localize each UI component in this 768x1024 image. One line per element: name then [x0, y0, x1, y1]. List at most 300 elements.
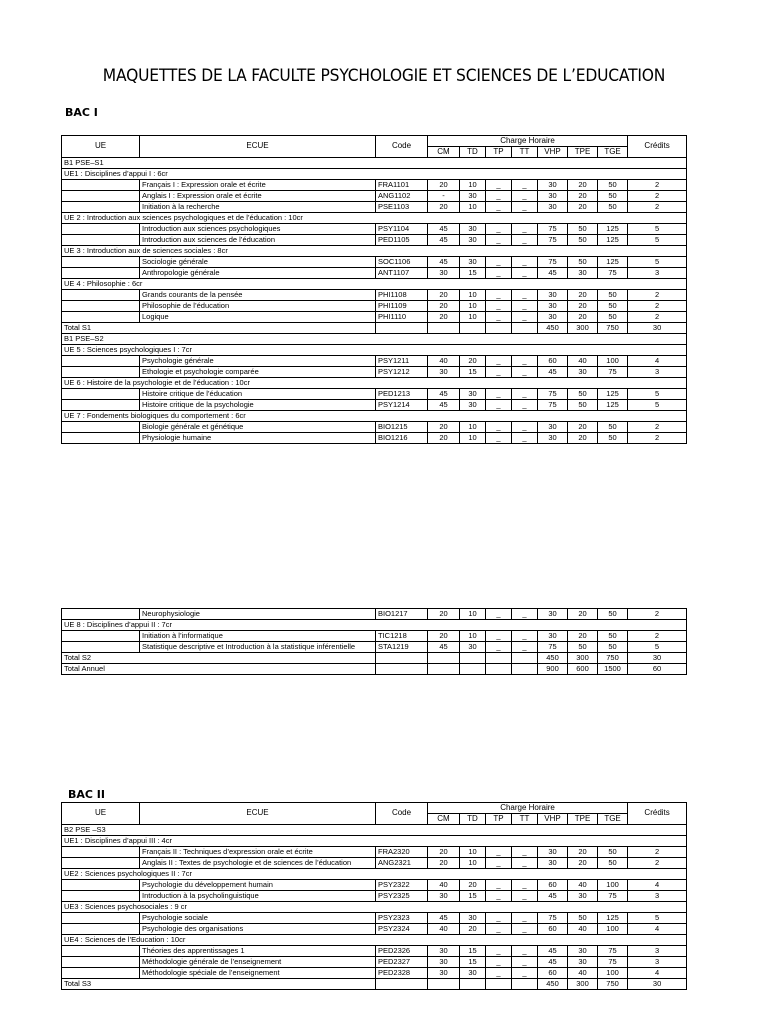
ecue-name: Français I : Expression orale et écrite — [140, 180, 376, 191]
ue-indent-cell — [62, 389, 140, 400]
hours-value: 30 — [538, 312, 568, 323]
hours-value: 5 — [628, 389, 687, 400]
hours-value: 10 — [460, 631, 486, 642]
ue-label: UE 2 : Introduction aux sciences psychologiques et de l’éducation : 10cr — [62, 213, 687, 224]
hours-value: 50 — [598, 180, 628, 191]
course-row — [62, 400, 687, 411]
ue-row — [62, 411, 687, 422]
hours-value: 20 — [568, 191, 598, 202]
hours-value: 30 — [428, 968, 460, 979]
ue-indent-cell — [62, 202, 140, 213]
ue-indent-cell — [62, 422, 140, 433]
table-header-row — [62, 136, 687, 147]
hours-value: 100 — [598, 356, 628, 367]
hours-value: _ — [512, 858, 538, 869]
course-code: PED2328 — [376, 968, 428, 979]
hours-value: 30 — [568, 367, 598, 378]
header-ecue: ECUE — [140, 803, 376, 825]
ecue-name: Introduction à la psycholinguistique — [140, 891, 376, 902]
course-code: STA1219 — [376, 642, 428, 653]
hours-value: 50 — [598, 191, 628, 202]
ue-indent-cell — [62, 891, 140, 902]
empty-cell — [460, 664, 486, 675]
hours-value: _ — [512, 609, 538, 620]
hours-value: 60 — [538, 880, 568, 891]
hours-value: 100 — [598, 968, 628, 979]
hours-value: 20 — [428, 858, 460, 869]
course-code: ANG2321 — [376, 858, 428, 869]
total-value: 450 — [538, 979, 568, 990]
ue-indent-cell — [62, 609, 140, 620]
hours-value: 20 — [568, 180, 598, 191]
header-code: Code — [376, 803, 428, 825]
hours-value: 50 — [568, 642, 598, 653]
hours-value: 10 — [460, 433, 486, 444]
hours-value: 50 — [568, 389, 598, 400]
hours-value: 45 — [538, 957, 568, 968]
hours-value: _ — [486, 191, 512, 202]
hours-value: 10 — [460, 609, 486, 620]
ecue-name: Introduction aux sciences de l’éducation — [140, 235, 376, 246]
course-row — [62, 433, 687, 444]
hours-value: 45 — [428, 389, 460, 400]
hours-value: 45 — [428, 913, 460, 924]
empty-cell — [460, 323, 486, 334]
hours-value: 20 — [568, 290, 598, 301]
hours-value: 125 — [598, 235, 628, 246]
header-credits: Crédits — [628, 136, 687, 158]
hours-value: 75 — [538, 257, 568, 268]
ecue-name: Français II : Techniques d’expression orale et écrite — [140, 847, 376, 858]
hours-value: 2 — [628, 180, 687, 191]
hours-value: 3 — [628, 891, 687, 902]
hours-value: 2 — [628, 631, 687, 642]
hours-value: 50 — [598, 312, 628, 323]
hours-value: _ — [512, 913, 538, 924]
hours-value: 30 — [428, 891, 460, 902]
ue-indent-cell — [62, 312, 140, 323]
course-row — [62, 312, 687, 323]
ue-indent-cell — [62, 180, 140, 191]
course-row — [62, 968, 687, 979]
hours-value: _ — [486, 367, 512, 378]
total-value: 60 — [628, 664, 687, 675]
hours-value: 2 — [628, 290, 687, 301]
empty-cell — [512, 979, 538, 990]
course-row — [62, 367, 687, 378]
page-title: MAQUETTES DE LA FACULTE PSYCHOLOGIE ET SCIENCES DE L’EDUCATION — [102, 66, 666, 85]
hours-value: 20 — [460, 880, 486, 891]
header-ecue: ECUE — [140, 136, 376, 158]
hours-value: _ — [486, 847, 512, 858]
course-row — [62, 891, 687, 902]
hours-value: _ — [486, 880, 512, 891]
hours-value: 30 — [460, 191, 486, 202]
hours-value: _ — [512, 301, 538, 312]
hours-value: 60 — [538, 924, 568, 935]
empty-cell — [376, 653, 428, 664]
ecue-name: Psychologie du développement humain — [140, 880, 376, 891]
header-tge: TGE — [598, 814, 628, 825]
hours-value: _ — [486, 356, 512, 367]
ecue-name: Anthropologie générale — [140, 268, 376, 279]
total-value: 1500 — [598, 664, 628, 675]
hours-value: 50 — [568, 257, 598, 268]
total-row — [62, 323, 687, 334]
hours-value: 30 — [460, 642, 486, 653]
header-tt: TT — [512, 147, 538, 158]
ue-indent-cell — [62, 290, 140, 301]
ue-row — [62, 935, 687, 946]
hours-value: 2 — [628, 312, 687, 323]
hours-value: _ — [512, 257, 538, 268]
hours-value: _ — [486, 913, 512, 924]
ecue-name: Physiologie humaine — [140, 433, 376, 444]
course-code: BIO1217 — [376, 609, 428, 620]
empty-cell — [376, 664, 428, 675]
hours-value: 3 — [628, 367, 687, 378]
ecue-name: Philosophie de l’éducation — [140, 301, 376, 312]
ue-indent-cell — [62, 257, 140, 268]
hours-value: 75 — [538, 224, 568, 235]
semester-label: B1 PSE–S2 — [62, 334, 687, 345]
hours-value: 45 — [428, 642, 460, 653]
hours-value: _ — [512, 847, 538, 858]
hours-value: _ — [512, 180, 538, 191]
ecue-name: Méthodologie générale de l’enseignement — [140, 957, 376, 968]
ue-label: UE3 : Sciences psychosociales : 9 cr — [62, 902, 687, 913]
hours-value: _ — [512, 202, 538, 213]
empty-cell — [428, 653, 460, 664]
hours-value: 20 — [428, 301, 460, 312]
hours-value: 45 — [428, 235, 460, 246]
empty-cell — [486, 323, 512, 334]
hours-value: _ — [512, 631, 538, 642]
hours-value: 125 — [598, 400, 628, 411]
total-value: 450 — [538, 323, 568, 334]
total-row — [62, 664, 687, 675]
hours-value: 30 — [460, 389, 486, 400]
course-code: PSY2324 — [376, 924, 428, 935]
ecue-name: Initiation à la recherche — [140, 202, 376, 213]
hours-value: 4 — [628, 968, 687, 979]
hours-value: _ — [486, 968, 512, 979]
empty-cell — [512, 664, 538, 675]
hours-value: _ — [512, 946, 538, 957]
hours-value: 45 — [428, 400, 460, 411]
course-row — [62, 642, 687, 653]
total-value: 300 — [568, 979, 598, 990]
course-code: PED1105 — [376, 235, 428, 246]
hours-value: 50 — [568, 224, 598, 235]
course-code: PED2327 — [376, 957, 428, 968]
hours-value: _ — [486, 180, 512, 191]
course-row — [62, 202, 687, 213]
ue-indent-cell — [62, 224, 140, 235]
hours-value: 20 — [568, 301, 598, 312]
ue-indent-cell — [62, 642, 140, 653]
hours-value: 2 — [628, 609, 687, 620]
course-row — [62, 180, 687, 191]
ue-label: UE 6 : Histoire de la psychologie et de l’éducation : 10cr — [62, 378, 687, 389]
hours-value: 45 — [538, 946, 568, 957]
hours-value: 75 — [598, 367, 628, 378]
hours-value: _ — [486, 268, 512, 279]
hours-value: _ — [512, 235, 538, 246]
total-row — [62, 979, 687, 990]
ecue-name: Introduction aux sciences psychologiques — [140, 224, 376, 235]
total-label: Total S2 — [62, 653, 376, 664]
hours-value: 75 — [598, 268, 628, 279]
total-value: 750 — [598, 323, 628, 334]
ue-label: UE 7 : Fondements biologiques du comportement : 6cr — [62, 411, 687, 422]
hours-value: 50 — [568, 235, 598, 246]
hours-value: _ — [486, 924, 512, 935]
header-tp: TP — [486, 147, 512, 158]
ue-label: UE4 : Sciences de l’Education : 10cr — [62, 935, 687, 946]
hours-value: 30 — [460, 968, 486, 979]
hours-value: 30 — [538, 422, 568, 433]
hours-value: 15 — [460, 891, 486, 902]
course-row — [62, 389, 687, 400]
course-code: ANT1107 — [376, 268, 428, 279]
hours-value: 40 — [428, 356, 460, 367]
hours-value: 15 — [460, 268, 486, 279]
hours-value: 20 — [460, 924, 486, 935]
hours-value: 125 — [598, 389, 628, 400]
hours-value: 40 — [428, 880, 460, 891]
hours-value: 45 — [428, 224, 460, 235]
course-row — [62, 268, 687, 279]
hours-value: 2 — [628, 191, 687, 202]
hours-value: 30 — [538, 858, 568, 869]
ue-row — [62, 378, 687, 389]
hours-value: 20 — [428, 433, 460, 444]
course-code: PSY2325 — [376, 891, 428, 902]
hours-value: 20 — [568, 422, 598, 433]
header-charge-horaire: Charge Horaire — [428, 803, 628, 814]
ue-label: UE 8 : Disciplines d’appui II : 7cr — [62, 620, 687, 631]
ecue-name: Sociologie générale — [140, 257, 376, 268]
hours-value: _ — [512, 422, 538, 433]
hours-value: 60 — [538, 968, 568, 979]
ecue-name: Psychologie sociale — [140, 913, 376, 924]
hours-value: _ — [512, 290, 538, 301]
hours-value: 20 — [428, 180, 460, 191]
hours-value: 4 — [628, 924, 687, 935]
ue-row — [62, 246, 687, 257]
hours-value: 20 — [460, 356, 486, 367]
ecue-name: Psychologie générale — [140, 356, 376, 367]
ue-indent-cell — [62, 957, 140, 968]
ue-indent-cell — [62, 968, 140, 979]
course-row — [62, 924, 687, 935]
hours-value: 2 — [628, 847, 687, 858]
course-row — [62, 957, 687, 968]
hours-value: _ — [486, 400, 512, 411]
hours-value: 30 — [568, 891, 598, 902]
hours-value: _ — [512, 389, 538, 400]
hours-value: _ — [512, 880, 538, 891]
hours-value: 20 — [428, 631, 460, 642]
ue-indent-cell — [62, 400, 140, 411]
hours-value: 40 — [568, 356, 598, 367]
ue-indent-cell — [62, 913, 140, 924]
hours-value: _ — [512, 968, 538, 979]
header-ue: UE — [62, 803, 140, 825]
hours-value: 75 — [538, 235, 568, 246]
ue-label: UE2 : Sciences psychologiques II : 7cr — [62, 869, 687, 880]
header-vhp: VHP — [538, 814, 568, 825]
hours-value: 10 — [460, 180, 486, 191]
course-row — [62, 257, 687, 268]
hours-value: _ — [486, 858, 512, 869]
hours-value: 50 — [598, 847, 628, 858]
bac2-table — [61, 802, 687, 990]
ecue-name: Histoire critique de l’éducation — [140, 389, 376, 400]
hours-value: _ — [486, 422, 512, 433]
empty-cell — [486, 664, 512, 675]
total-label: Total S3 — [62, 979, 376, 990]
hours-value: 50 — [598, 858, 628, 869]
hours-value: 15 — [460, 946, 486, 957]
hours-value: 45 — [428, 257, 460, 268]
ue-indent-cell — [62, 301, 140, 312]
hours-value: 40 — [568, 880, 598, 891]
ecue-name: Histoire critique de la psychologie — [140, 400, 376, 411]
hours-value: _ — [512, 924, 538, 935]
hours-value: 15 — [460, 957, 486, 968]
hours-value: 10 — [460, 202, 486, 213]
ecue-name: Statistique descriptive et Introduction à la statistique inférentielle — [140, 642, 376, 653]
hours-value: 50 — [598, 642, 628, 653]
hours-value: _ — [486, 235, 512, 246]
hours-value: 40 — [568, 968, 598, 979]
course-code: PSY2322 — [376, 880, 428, 891]
hours-value: 3 — [628, 946, 687, 957]
hours-value: _ — [486, 891, 512, 902]
header-tpe: TPE — [568, 147, 598, 158]
header-tge: TGE — [598, 147, 628, 158]
ue-indent-cell — [62, 858, 140, 869]
hours-value: _ — [512, 891, 538, 902]
course-code: PED1213 — [376, 389, 428, 400]
hours-value: _ — [512, 224, 538, 235]
hours-value: _ — [486, 257, 512, 268]
hours-value: 5 — [628, 257, 687, 268]
header-vhp: VHP — [538, 147, 568, 158]
hours-value: _ — [512, 268, 538, 279]
hours-value: 5 — [628, 235, 687, 246]
semester-row — [62, 158, 687, 169]
hours-value: 2 — [628, 422, 687, 433]
hours-value: _ — [512, 367, 538, 378]
hours-value: 15 — [460, 367, 486, 378]
hours-value: _ — [486, 224, 512, 235]
empty-cell — [428, 664, 460, 675]
hours-value: 50 — [598, 301, 628, 312]
course-row — [62, 880, 687, 891]
hours-value: 75 — [538, 913, 568, 924]
course-row — [62, 301, 687, 312]
hours-value: 30 — [538, 847, 568, 858]
hours-value: 75 — [538, 389, 568, 400]
hours-value: 50 — [598, 433, 628, 444]
total-row — [62, 653, 687, 664]
course-code: FRA1101 — [376, 180, 428, 191]
ecue-name: Logique — [140, 312, 376, 323]
semester-row — [62, 825, 687, 836]
header-cm: CM — [428, 814, 460, 825]
ecue-name: Ethologie et psychologie comparée — [140, 367, 376, 378]
ue-label: UE 4 : Philosophie : 6cr — [62, 279, 687, 290]
hours-value: _ — [486, 957, 512, 968]
hours-value: _ — [486, 202, 512, 213]
hours-value: 10 — [460, 422, 486, 433]
hours-value: 5 — [628, 400, 687, 411]
ue-row — [62, 169, 687, 180]
ue-indent-cell — [62, 268, 140, 279]
header-charge-horaire: Charge Horaire — [428, 136, 628, 147]
ue-row — [62, 902, 687, 913]
hours-value: 50 — [598, 202, 628, 213]
course-row — [62, 191, 687, 202]
ue-row — [62, 836, 687, 847]
hours-value: 30 — [460, 913, 486, 924]
bac1-table — [61, 135, 687, 444]
hours-value: 30 — [538, 433, 568, 444]
total-value: 450 — [538, 653, 568, 664]
hours-value: 20 — [568, 631, 598, 642]
ue-row — [62, 279, 687, 290]
hours-value: 2 — [628, 301, 687, 312]
hours-value: 75 — [598, 946, 628, 957]
hours-value: 50 — [568, 400, 598, 411]
course-row — [62, 913, 687, 924]
course-row — [62, 290, 687, 301]
ue-indent-cell — [62, 367, 140, 378]
hours-value: 20 — [568, 312, 598, 323]
total-value: 30 — [628, 323, 687, 334]
hours-value: 2 — [628, 202, 687, 213]
course-row — [62, 422, 687, 433]
bac1-continued-table — [61, 608, 687, 675]
course-row — [62, 224, 687, 235]
ue-label: UE 3 : Introduction aux de sciences sociales : 8cr — [62, 246, 687, 257]
hours-value: 30 — [428, 957, 460, 968]
header-tp: TP — [486, 814, 512, 825]
course-row — [62, 631, 687, 642]
hours-value: 5 — [628, 224, 687, 235]
semester-label: B2 PSE –S3 — [62, 825, 687, 836]
hours-value: 60 — [538, 356, 568, 367]
empty-cell — [428, 323, 460, 334]
hours-value: 20 — [568, 433, 598, 444]
hours-value: _ — [486, 946, 512, 957]
total-value: 750 — [598, 653, 628, 664]
course-row — [62, 858, 687, 869]
hours-value: 10 — [460, 290, 486, 301]
hours-value: 10 — [460, 301, 486, 312]
course-row — [62, 847, 687, 858]
hours-value: 3 — [628, 268, 687, 279]
hours-value: _ — [486, 301, 512, 312]
ecue-name: Méthodologie spéciale de l’enseignement — [140, 968, 376, 979]
course-code: PSY1214 — [376, 400, 428, 411]
total-value: 300 — [568, 653, 598, 664]
hours-value: 30 — [538, 609, 568, 620]
hours-value: 40 — [568, 924, 598, 935]
